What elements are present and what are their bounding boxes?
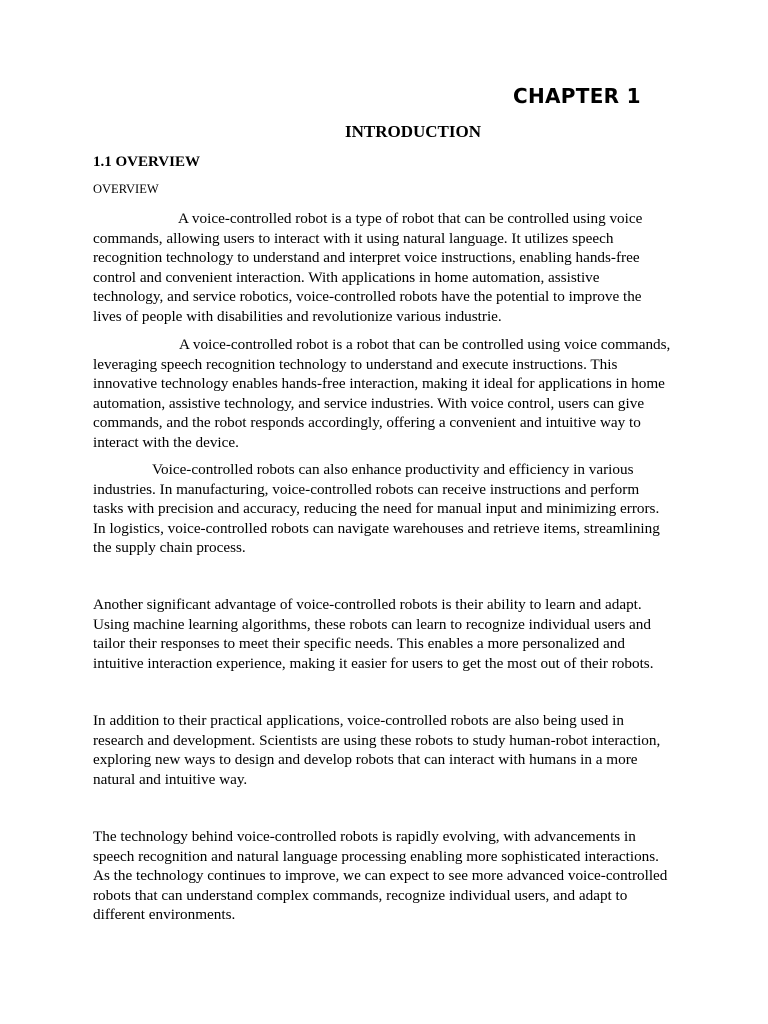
paragraph-2: A voice-controlled robot is a robot that can be controlled using voice commands, leveraging speech recognition technology to understand and execute instructions. This innovative technology enables hands-free interaction, making it ideal for applications in home automation, assistive technology, and service industries. With voice control, users can give commands, and the robot responds accordingly, offering a convenient and intuitive way to interact with the device. [93, 336, 671, 451]
introduction-heading: INTRODUCTION [344, 122, 482, 141]
paragraph-3: Voice-controlled robots can also enhance productivity and efficiency in various industries. In manufacturing, voice-controlled robots can receive instructions and perform tasks with precision and accuracy, reducing the need for manual input and minimizing errors. In logistics, voice-controlled robots can navigate warehouses and retrieve items, streamlining the supply chain process. [93, 461, 660, 556]
paragraph-1: A voice-controlled robot is a type of robot that can be controlled using voice commands, allowing users to interact with it using natural language. It utilizes speech recognition technology to understand and interpret voice instructions, enabling hands-free control and convenient interaction. With applications in home automation, assistive technology, and service robotics, voice-controlled robots have the potential to improve the lives of people with disabilities and revolutionize various industrie. [93, 210, 643, 325]
paragraph-6: The technology behind voice-controlled robots is rapidly evolving, with advancements in speech recognition and natural language processing enabling more sophisticated interactions. As the technology continues to improve, we can expect to see more advanced voice-controlled robots that can understand complex commands, recognize individual users, and adapt to different environments. [93, 828, 668, 923]
paragraph-5: In addition to their practical applications, voice-controlled robots are also being used in research and development. Scientists are using these robots to study human-robot interaction, exploring new ways to design and develop robots that can interact with humans in a more natural and intuitive way. [93, 712, 661, 788]
chapter-title: CHAPTER 1 [513, 84, 641, 108]
overview-subheading: OVERVIEW [93, 182, 159, 196]
paragraph-4: Another significant advantage of voice-controlled robots is their ability to learn and adapt. Using machine learning algorithms, these robots can learn to recognize individual users and tailor their responses to meet their specific needs. This enables a more personalized and intuitive interaction experience, making it easier for users to get the most out of their robots. [93, 596, 654, 672]
section-heading: 1.1 OVERVIEW [93, 154, 200, 170]
